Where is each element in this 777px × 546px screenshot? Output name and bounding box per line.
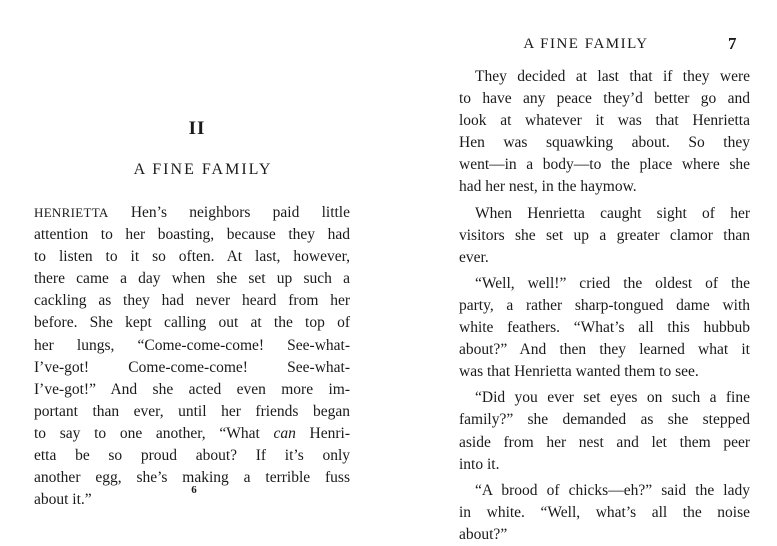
text-line: about?” [459,525,508,543]
text-line: When Henrietta caught sight of her [475,204,750,222]
text-line [34,202,350,224]
text-segment: to say to one another, “What [34,424,274,442]
text-line: I’ve-got!” And she acted even more im- [34,380,350,398]
text-line: had her nest, in the haymow. [459,178,637,196]
text-line: attention to her boasting, because they had [34,226,350,244]
text-line: “A brood of chicks—eh?” said the lady [475,481,750,499]
running-head: A FINE FAMILY [523,36,649,52]
text-line: look at whatever it was that Henrietta [459,112,750,130]
text-line: “Did you ever set eyes on such a fine [475,389,750,407]
page-number-left: 6 [191,484,197,496]
text-line: Hen was squawking about. So they [459,134,750,152]
text-line: aside from her nest and let them peer [459,433,750,451]
text-line: about?” And then they learned what it [459,341,750,359]
text-line: to have any peace they’d better go and [459,90,750,108]
text-line: went—in a body—to the place where she [459,156,750,174]
text-line: party, a rather sharp-tongued dame with [459,296,750,314]
right-page-body [459,66,750,546]
text-line: cackling as they had never heard from her [34,292,350,310]
text-line: visitors she set up a greater clamor than [459,226,750,244]
text-line: was that Henrietta wanted them to see. [459,363,699,381]
text-line: portant than ever, until her friends began [34,402,350,420]
chapter-title: A FINE FAMILY [133,161,273,178]
small-caps-lead: HENRIETTA [34,205,109,220]
left-page-body [34,202,350,511]
text-line: to listen to it so often. At last, however, [34,248,350,266]
text-line: etta be so proud about? If it’s only [34,447,350,465]
text-line: there came a day when she set up such a [34,270,350,288]
text-line: white feathers. “What’s all this hubbub [459,319,750,337]
text-line: They decided at last that if they were [475,68,750,85]
text-line: before. She kept calling out at the top of [34,314,350,332]
text-line: I’ve-got! Come-come-come! See-what- [34,358,350,376]
text-line: family?” she demanded as she stepped [459,411,750,429]
text-line-content: Hen’s neighbors paid little [108,204,350,221]
text-line: another egg, she’s making a terrible fuss [34,469,350,487]
text-line: “Well, well!” cried the oldest of the [475,274,750,292]
text-line: into it. [459,455,500,473]
page-number-right: 7 [728,34,737,53]
text-line: in white. “Well, what’s all the noise [459,503,750,521]
text-line: ever. [459,248,489,266]
chapter-number: II [188,118,206,139]
right-page [388,0,777,543]
text-segment: Henri- [295,424,350,442]
left-page [0,0,388,534]
italic-word: can [273,424,296,442]
text-line [34,423,350,445]
text-line: about it.” [34,491,92,509]
text-line: her lungs, “Come-come-come! See-what- [34,336,350,354]
